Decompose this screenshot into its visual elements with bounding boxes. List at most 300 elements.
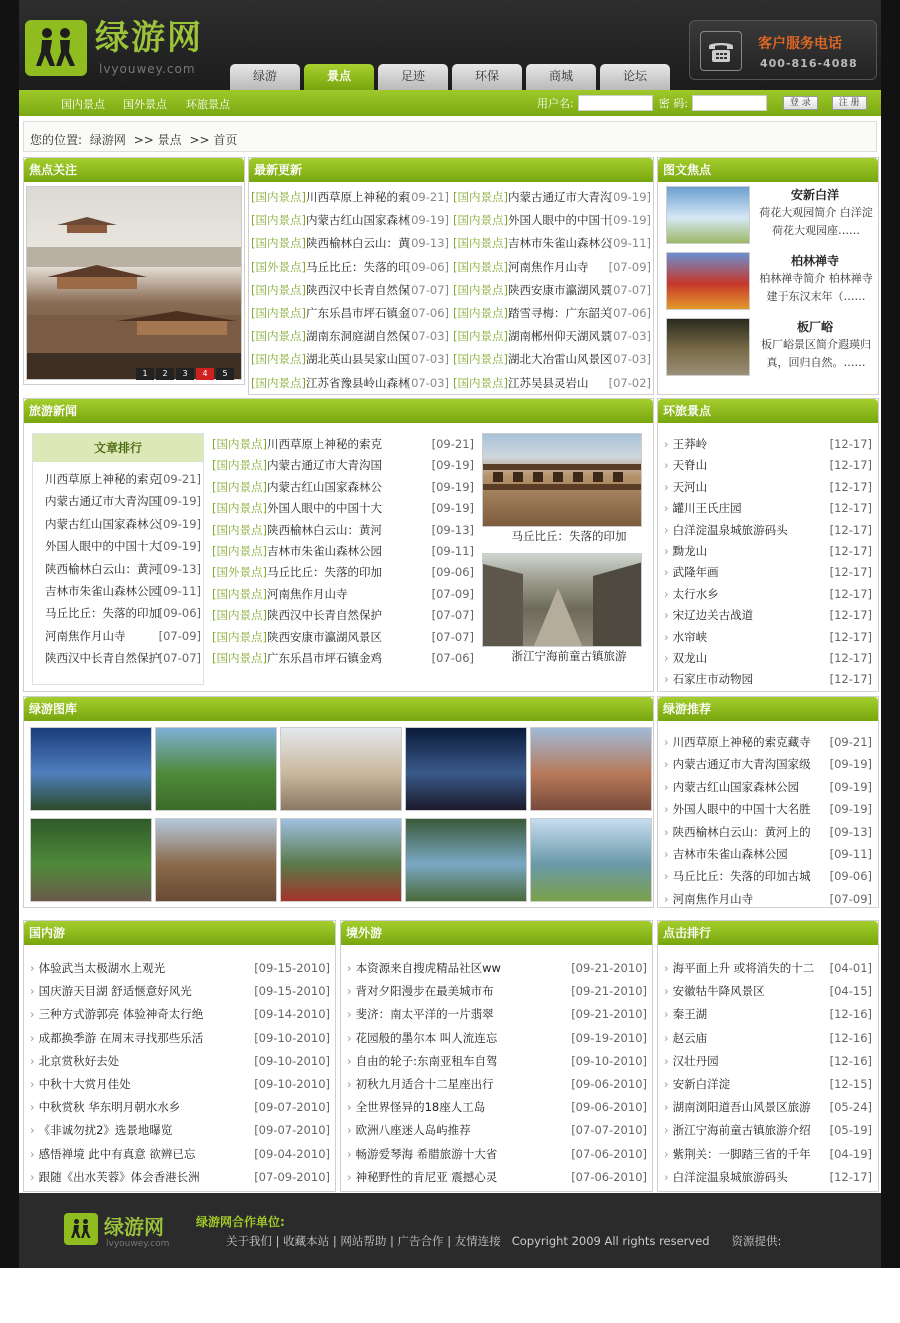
latest-item[interactable]: [251, 348, 451, 370]
password-input[interactable]: [692, 95, 767, 111]
footer-link-text[interactable]: 关于我们 | 收藏本站 | 网站帮助 | 广告合作 | 友情连接: [226, 1234, 501, 1248]
picfocus-name[interactable]: 柏林禅寺: [790, 254, 839, 268]
recommend-item[interactable]: [664, 843, 872, 865]
abroad-item-title[interactable]: 自由的轮子:东南亚租车自驾: [355, 1053, 498, 1068]
news-item[interactable]: [212, 540, 474, 562]
domestic-item-date: [07-09-2010]: [254, 1169, 330, 1184]
category-tag[interactable]: [国内景点]: [453, 329, 508, 344]
huanlv-item-date: [12-17]: [829, 672, 872, 687]
category-tag[interactable]: [国内景点]: [453, 236, 508, 251]
category-tag[interactable]: [国内景点]: [212, 479, 267, 494]
news-item[interactable]: [212, 454, 474, 476]
recommend-item-title[interactable]: 内蒙古红山国家森林公园: [672, 779, 800, 794]
huanlv-item-title[interactable]: 王莽岭: [672, 437, 708, 451]
abroad-item[interactable]: [347, 1096, 647, 1118]
picfocus-image[interactable]: [666, 186, 750, 244]
news-item[interactable]: [212, 433, 474, 455]
recommend-item[interactable]: [664, 865, 872, 887]
latest-item-title[interactable]: 湖北英山县吴家山国: [305, 352, 410, 367]
huanlv-item-title[interactable]: 黝龙山: [672, 544, 708, 558]
latest-item[interactable]: [453, 256, 653, 278]
breadcrumb-home[interactable]: 绿游网: [89, 133, 126, 147]
category-tag[interactable]: [国内景点]: [212, 651, 267, 665]
abroad-item-date: [09-10-2010]: [571, 1053, 647, 1068]
latest-item[interactable]: [453, 186, 653, 208]
huanlv-item[interactable]: [664, 476, 872, 498]
domestic-item[interactable]: [30, 1003, 330, 1025]
latest-item-title[interactable]: 陕西安康市瀛湖风景: [507, 282, 612, 297]
recommend-item-date: [09-06]: [829, 869, 872, 884]
gallery-photo[interactable]: [155, 818, 277, 902]
recommend-item[interactable]: [664, 888, 872, 910]
huanlv-item-title[interactable]: 罐川王氏庄园: [672, 501, 742, 516]
gallery-photo[interactable]: [30, 818, 152, 902]
gallery-photo[interactable]: [530, 818, 652, 902]
username-input[interactable]: [578, 95, 653, 111]
gallery-photo[interactable]: [30, 727, 152, 811]
slideshow-page-1[interactable]: 1: [136, 368, 154, 380]
domestic-item-date: [09-10-2010]: [254, 1030, 330, 1045]
recommend-item[interactable]: [664, 776, 872, 798]
tab-2[interactable]: 足迹: [378, 64, 448, 90]
category-tag[interactable]: [国内景点]: [453, 352, 508, 367]
clicks-item[interactable]: [664, 1166, 872, 1188]
latest-item-title[interactable]: 江苏吴县灵岩山: [507, 375, 589, 390]
latest-item[interactable]: [453, 232, 653, 254]
rank-item-title[interactable]: 马丘比丘：失落的印加: [45, 606, 160, 621]
sub-nav-eco[interactable]: 环旅景点: [186, 98, 230, 111]
rank-item-title[interactable]: 内蒙古通辽市大青沟国: [45, 494, 160, 509]
news-item[interactable]: [212, 497, 474, 519]
news-item-title[interactable]: 陕西安康市瀛湖风景区: [266, 629, 382, 644]
rank-item[interactable]: [45, 468, 201, 490]
huanlv-item[interactable]: [664, 668, 872, 690]
news-photo-old-town[interactable]: [482, 553, 642, 647]
abroad-item-title[interactable]: 本资源来自搜虎精品社区ww: [355, 961, 501, 975]
picfocus-image[interactable]: [666, 318, 750, 376]
latest-item-title[interactable]: 内蒙古通辽市大青沟: [507, 190, 612, 204]
login-button[interactable]: 登 录: [783, 96, 818, 110]
latest-item-title[interactable]: 河南焦作月山寺: [507, 259, 589, 274]
travel-news-panel: [23, 398, 654, 692]
latest-item[interactable]: [251, 232, 451, 254]
category-tag[interactable]: [国内景点]: [212, 458, 267, 473]
huanlv-item[interactable]: [664, 626, 872, 648]
main-tabs: [230, 64, 670, 90]
domestic-item-date: [09-15-2010]: [254, 961, 330, 975]
clicks-item[interactable]: [664, 1073, 872, 1095]
latest-item[interactable]: [251, 372, 451, 394]
domestic-item-title[interactable]: 中秋十大赏月佳处: [38, 1077, 131, 1091]
footer-logo-text: 绿游网: [104, 1215, 164, 1239]
category-tag[interactable]: [国内景点]: [453, 375, 508, 390]
breadcrumb-index[interactable]: >> 首页: [189, 133, 238, 147]
category-tag[interactable]: [国内景点]: [251, 236, 306, 251]
latest-item-title[interactable]: 湖南郴州仰天湖风景: [507, 329, 612, 344]
tab-3[interactable]: 环保: [452, 64, 522, 90]
latest-item-title[interactable]: 川西草原上神秘的索: [305, 190, 410, 204]
clicks-item-title[interactable]: 浙江宁海前童古镇旅游介绍: [672, 1123, 811, 1138]
huanlv-item-title[interactable]: 武隆年画: [672, 565, 719, 580]
category-tag[interactable]: [国内景点]: [212, 586, 267, 601]
recommend-item-title[interactable]: 川西草原上神秘的索克藏寺: [672, 735, 811, 749]
latest-item-date: [09-13]: [406, 236, 449, 251]
clicks-item-title[interactable]: 湖南浏阳道吾山风景区旅游: [672, 1100, 811, 1115]
huanlv-item-title[interactable]: 双龙山: [672, 651, 708, 665]
rank-item-title[interactable]: 陕西汉中长青自然保护: [45, 651, 160, 666]
latest-item[interactable]: [453, 325, 653, 347]
abroad-tour-panel: [340, 920, 653, 1192]
abroad-item-title[interactable]: 欧洲八座迷人岛屿推荐: [355, 1123, 471, 1138]
rank-item-title[interactable]: 内蒙古红山国家森林公: [45, 516, 160, 531]
slideshow-page-2[interactable]: 2: [156, 368, 174, 380]
slideshow-page-3[interactable]: 3: [176, 368, 194, 380]
latest-item-title[interactable]: 江苏省豫县岭山森林: [305, 375, 410, 390]
latest-item-title[interactable]: 外国人眼中的中国十: [507, 213, 612, 228]
category-tag[interactable]: [国内景点]: [251, 329, 306, 344]
category-tag[interactable]: [国内景点]: [212, 522, 267, 537]
news-item-date: [09-19]: [431, 501, 474, 516]
breadcrumb-scenic[interactable]: >> 景点: [133, 133, 182, 147]
clicks-item[interactable]: [664, 1027, 872, 1049]
category-tag[interactable]: [国内景点]: [453, 259, 508, 274]
news-item[interactable]: [212, 519, 474, 541]
page: [19, 0, 881, 1268]
category-tag[interactable]: [国外景点]: [251, 259, 306, 274]
picfocus-name[interactable]: 安新白洋: [790, 188, 839, 202]
news-item[interactable]: [212, 626, 474, 648]
domestic-item[interactable]: [30, 1143, 330, 1165]
news-item[interactable]: [212, 583, 474, 605]
huanlv-item[interactable]: [664, 519, 872, 541]
category-tag[interactable]: [国内景点]: [212, 608, 267, 623]
recommend-item[interactable]: [664, 753, 872, 775]
clicks-item[interactable]: [664, 1050, 872, 1072]
huanlv-item[interactable]: [664, 454, 872, 476]
news-item[interactable]: [212, 561, 474, 583]
huanlv-item-date: [12-17]: [829, 544, 872, 558]
recommend-item[interactable]: [664, 798, 872, 820]
abroad-item[interactable]: [347, 1027, 647, 1049]
rank-item-date: [09-06]: [158, 606, 201, 621]
category-tag[interactable]: [国内景点]: [251, 213, 306, 228]
bullet-icon: ›: [664, 891, 669, 906]
huanlv-item-title[interactable]: 天脊山: [672, 458, 708, 473]
clicks-item-title[interactable]: 紫荆关：一脚踏三省的千年: [672, 1146, 811, 1161]
latest-item-title[interactable]: 马丘比丘：失落的印: [305, 259, 410, 274]
abroad-item-date: [09-21-2010]: [571, 961, 647, 975]
abroad-item-title[interactable]: 神秘野性的肯尼亚 震撼心灵: [355, 1169, 498, 1184]
domestic-item-date: [09-14-2010]: [254, 1007, 330, 1022]
bullet-icon: ›: [664, 1123, 669, 1138]
latest-item-title[interactable]: 踏雪寻梅：广东韶关: [507, 306, 612, 320]
news-item-title[interactable]: 川西草原上神秘的索克: [266, 437, 382, 451]
domestic-item-title[interactable]: 中秋赏秋 华东明月朝水水乡: [38, 1100, 181, 1115]
domestic-item-title[interactable]: 北京赏秋好去处: [38, 1053, 120, 1068]
latest-item[interactable]: [453, 348, 653, 370]
picfocus-title: 图文焦点: [658, 158, 878, 182]
huanlv-item-title[interactable]: 宋辽边关古战道: [672, 608, 754, 623]
latest-item-title[interactable]: 广东乐昌市坪石镇金: [305, 306, 410, 320]
domestic-item-title[interactable]: 跟随《出水芙蓉》体会香港长洲: [38, 1169, 200, 1184]
huanlv-item-title[interactable]: 石家庄市动物园: [672, 672, 754, 687]
category-tag[interactable]: [国内景点]: [212, 544, 267, 558]
abroad-item[interactable]: [347, 1073, 647, 1095]
recommend-item-date: [09-19]: [829, 757, 872, 772]
gallery-photo[interactable]: [405, 818, 527, 902]
bullet-icon: ›: [347, 984, 352, 999]
category-tag[interactable]: [国内景点]: [453, 190, 508, 204]
bullet-icon: ›: [664, 501, 669, 516]
news-item-title[interactable]: 陕西汉中长青自然保护: [266, 608, 382, 623]
latest-item-title[interactable]: 陕西榆林白云山：黄: [305, 236, 410, 251]
abroad-item[interactable]: [347, 1166, 647, 1188]
picfocus-desc: 柏林禅寺简介 柏林禅寺建于东汉末年（……: [759, 272, 873, 303]
news-item-title[interactable]: 广东乐昌市坪石镇金鸡: [266, 651, 382, 665]
latest-item-date: [07-09]: [608, 259, 651, 274]
recommend-item-title[interactable]: 马丘比丘：失落的印加古城: [672, 869, 811, 884]
latest-item-date: [07-07]: [608, 282, 651, 297]
clicks-item-date: [04-15]: [829, 984, 872, 999]
rank-item[interactable]: [45, 558, 201, 580]
picfocus-name[interactable]: 板厂峪: [796, 320, 833, 334]
category-tag[interactable]: [国内景点]: [251, 306, 306, 320]
sub-nav-abroad[interactable]: 国外景点: [123, 98, 167, 111]
news-photo-colosseum[interactable]: [482, 433, 642, 527]
abroad-item-title[interactable]: 全世界怪异的18座人工岛: [355, 1100, 486, 1115]
category-tag[interactable]: [国内景点]: [251, 352, 306, 367]
rank-item[interactable]: [45, 580, 201, 602]
recommend-item-title[interactable]: 外国人眼中的中国十大名胜: [672, 802, 811, 817]
bullet-icon: ›: [664, 522, 669, 537]
domestic-item[interactable]: [30, 1073, 330, 1095]
abroad-item[interactable]: [347, 1143, 647, 1165]
domestic-item-title[interactable]: 国庆游天目湖 舒适惬意好风光: [38, 984, 192, 999]
tab-0[interactable]: 绿游: [230, 64, 300, 90]
category-tag[interactable]: [国内景点]: [212, 501, 267, 516]
clicks-item-title[interactable]: 海平面上升 或将消失的十二: [672, 961, 815, 975]
category-tag[interactable]: [国内景点]: [212, 629, 267, 644]
register-button[interactable]: 注 册: [832, 96, 867, 110]
news-item[interactable]: [212, 604, 474, 626]
rank-item[interactable]: [45, 490, 201, 512]
news-item[interactable]: [212, 476, 474, 498]
password-label: 密 码:: [658, 97, 688, 110]
gallery-photo[interactable]: [280, 727, 402, 811]
bullet-icon: ›: [664, 1030, 669, 1045]
domestic-item[interactable]: [30, 1096, 330, 1118]
news-item-title[interactable]: 内蒙古红山国家森林公: [266, 479, 382, 494]
category-tag[interactable]: [国外景点]: [212, 565, 267, 580]
clicks-item-title[interactable]: 白洋淀温泉城旅游码头: [672, 1169, 788, 1184]
category-tag[interactable]: [国内景点]: [212, 437, 267, 451]
picture-focus-panel: [657, 157, 879, 395]
recommend-item-title[interactable]: 吉林市朱雀山森林公园: [672, 847, 788, 861]
recommend-item[interactable]: [664, 821, 872, 843]
rank-item[interactable]: [45, 535, 201, 557]
category-tag[interactable]: [国内景点]: [453, 213, 508, 228]
recommend-item-date: [07-09]: [829, 891, 872, 906]
huanlv-item[interactable]: [664, 604, 872, 626]
rank-item-title[interactable]: 外国人眼中的中国十大: [45, 539, 160, 554]
clicks-item-title[interactable]: 赵云庙: [672, 1030, 708, 1045]
latest-item[interactable]: [251, 302, 451, 324]
tab-4[interactable]: 商城: [526, 64, 596, 90]
clicks-item-date: [12-15]: [829, 1077, 872, 1091]
clicks-item[interactable]: [664, 1003, 872, 1025]
news-item-title[interactable]: 内蒙古通辽市大青沟国: [266, 458, 382, 473]
gallery-photo[interactable]: [280, 818, 402, 902]
tab-5[interactable]: 论坛: [600, 64, 670, 90]
abroad-item-date: [09-19-2010]: [571, 1030, 647, 1045]
rank-item[interactable]: [45, 513, 201, 535]
abroad-item[interactable]: [347, 1003, 647, 1025]
domestic-item-title[interactable]: 《非诚勿扰2》选景地曝览: [38, 1123, 173, 1138]
slideshow-page-4[interactable]: 4: [196, 368, 214, 380]
abroad-item[interactable]: [347, 1119, 647, 1141]
gallery-panel: [23, 696, 654, 908]
footer-resource: 资源提供:: [731, 1234, 782, 1248]
news-item[interactable]: [212, 647, 474, 669]
huanlv-item[interactable]: [664, 497, 872, 519]
domestic-item-title[interactable]: 成都换季游 在周末寻找那些乐活: [38, 1030, 204, 1045]
latest-item[interactable]: [251, 256, 451, 278]
focus-slideshow-image[interactable]: [26, 186, 242, 380]
clicks-item-title[interactable]: 安徽牯牛降风景区: [672, 984, 765, 999]
recommend-item-title[interactable]: 河南焦作月山寺: [672, 891, 754, 906]
latest-item[interactable]: [453, 372, 653, 394]
rank-item-date: [07-09]: [158, 628, 201, 643]
rank-item-title[interactable]: 陕西榆林白云山：黄河: [45, 561, 160, 576]
domestic-item[interactable]: [30, 1027, 330, 1049]
domestic-item-title[interactable]: 体验武当太极湖水上观光: [38, 961, 166, 975]
huanlv-item[interactable]: [664, 433, 872, 455]
domestic-item[interactable]: [30, 1166, 330, 1188]
abroad-item[interactable]: [347, 980, 647, 1002]
huanlv-item-title[interactable]: 太行水乡: [672, 586, 719, 601]
eco-scenic-panel: [657, 398, 879, 692]
news-item-title[interactable]: 吉林市朱雀山森林公园: [266, 544, 382, 558]
domestic-item[interactable]: [30, 957, 330, 979]
tab-1[interactable]: 景点: [304, 64, 374, 90]
rank-item[interactable]: [45, 625, 201, 647]
category-tag[interactable]: [国内景点]: [251, 190, 306, 204]
news-item-date: [09-11]: [431, 544, 474, 558]
huanlv-item[interactable]: [664, 583, 872, 605]
huanlv-item-title[interactable]: 白洋淀温泉城旅游码头: [672, 522, 788, 537]
category-tag[interactable]: [国内景点]: [251, 375, 306, 390]
bullet-icon: ›: [30, 1053, 35, 1068]
domestic-item[interactable]: [30, 1050, 330, 1072]
footer-links[interactable]: [226, 1233, 781, 1249]
rank-item[interactable]: [45, 602, 201, 624]
gallery-photo[interactable]: [530, 727, 652, 811]
news-photo-caption-2[interactable]: 浙江宁海前童古镇旅游: [511, 649, 627, 663]
news-item-date: [09-21]: [431, 437, 474, 451]
slideshow-page-5[interactable]: 5: [216, 368, 234, 380]
category-tag[interactable]: [国内景点]: [453, 306, 508, 320]
header: [19, 0, 881, 90]
news-item-title[interactable]: 马丘比丘：失落的印加: [266, 565, 382, 580]
latest-item[interactable]: [453, 279, 653, 301]
latest-item[interactable]: [453, 302, 653, 324]
bullet-icon: ›: [664, 824, 669, 839]
abroad-item[interactable]: [347, 1050, 647, 1072]
domestic-item-title[interactable]: 感悟禅境 此中有真意 欲辨已忘: [38, 1146, 196, 1161]
huanlv-item[interactable]: [664, 540, 872, 562]
clicks-item-title[interactable]: 汉壮丹园: [672, 1053, 719, 1068]
clicks-item[interactable]: [664, 957, 872, 979]
domestic-item[interactable]: [30, 980, 330, 1002]
footer-copyright: Copyright 2009 All rights reserved: [511, 1234, 710, 1248]
domestic-item[interactable]: [30, 1119, 330, 1141]
recommend-item-title[interactable]: 陕西榆林白云山：黄河上的: [672, 824, 811, 839]
huanlv-item[interactable]: [664, 647, 872, 669]
latest-item-title[interactable]: 吉林市朱雀山森林公: [507, 236, 612, 251]
huanlv-item[interactable]: [664, 561, 872, 583]
gallery-photo[interactable]: [405, 727, 527, 811]
clicks-item-title[interactable]: 安新白洋淀: [672, 1077, 731, 1091]
abroad-item-title[interactable]: 畅游爱琴海 希腊旅游十大省: [355, 1146, 498, 1161]
picfocus-image[interactable]: [666, 252, 750, 310]
abroad-item[interactable]: [347, 957, 647, 979]
rank-item-title[interactable]: 吉林市朱雀山森林公园: [45, 584, 160, 598]
latest-item-title[interactable]: 湖南东洞庭湖自然保: [305, 329, 410, 344]
news-photo-caption-1[interactable]: 马丘比丘：失落的印加: [511, 529, 627, 543]
domestic-item-title[interactable]: 三种方式游郭亮 体验神奇太行绝: [38, 1007, 204, 1022]
clicks-item[interactable]: [664, 980, 872, 1002]
clicks-item-title[interactable]: 秦王湖: [672, 1007, 708, 1022]
huanlv-item-title[interactable]: 天河山: [672, 479, 708, 494]
latest-item-title[interactable]: 内蒙古红山国家森林: [305, 213, 410, 228]
recommend-item[interactable]: [664, 731, 872, 753]
slideshow-pager: [136, 368, 234, 380]
news-item-title[interactable]: 河南焦作月山寺: [266, 586, 348, 601]
latest-item[interactable]: [251, 325, 451, 347]
news-item-date: [07-07]: [431, 629, 474, 644]
latest-item-date: [09-19]: [608, 190, 651, 204]
gallery-photo[interactable]: [155, 727, 277, 811]
latest-item-title[interactable]: 湖北大冶雷山风景区: [507, 352, 612, 367]
sub-nav-domestic[interactable]: 国内景点: [61, 98, 105, 111]
latest-item[interactable]: [251, 209, 451, 231]
recommend-item-title[interactable]: 内蒙古通辽市大青沟国家级: [672, 757, 811, 772]
bullet-icon: ›: [664, 735, 669, 749]
abroad-item-title[interactable]: 花园般的墨尔本 叫人流连忘: [355, 1030, 498, 1045]
latest-item[interactable]: [251, 279, 451, 301]
abroad-item-title[interactable]: 斐济：南太平洋的一片翡翠: [355, 1007, 494, 1022]
service-title: 客户服务电话: [758, 36, 842, 52]
news-item-title[interactable]: 外国人眼中的中国十大: [266, 501, 382, 516]
abroad-item-title[interactable]: 背对夕阳漫步在最美城市布: [355, 984, 494, 999]
category-tag[interactable]: [国内景点]: [453, 282, 508, 297]
huanlv-item-title[interactable]: 水帘峡: [672, 629, 708, 644]
latest-item-title[interactable]: 陕西汉中长青自然保: [305, 282, 410, 297]
clicks-item[interactable]: [664, 1096, 872, 1118]
huanlv-item-date: [12-17]: [829, 437, 872, 451]
abroad-item-title[interactable]: 初秋九月适合十二星座出行: [355, 1077, 494, 1091]
rank-item-title[interactable]: 川西草原上神秘的索克: [45, 472, 160, 486]
category-tag[interactable]: [国内景点]: [251, 282, 306, 297]
clicks-item[interactable]: [664, 1143, 872, 1165]
site-logo[interactable]: [25, 18, 225, 82]
rank-item-title[interactable]: 河南焦作月山寺: [45, 628, 126, 643]
clicks-item[interactable]: [664, 1119, 872, 1141]
latest-item[interactable]: [251, 186, 451, 208]
rank-item[interactable]: [45, 647, 201, 669]
news-item-title[interactable]: 陕西榆林白云山：黄河: [266, 522, 382, 537]
latest-item[interactable]: [453, 209, 653, 231]
